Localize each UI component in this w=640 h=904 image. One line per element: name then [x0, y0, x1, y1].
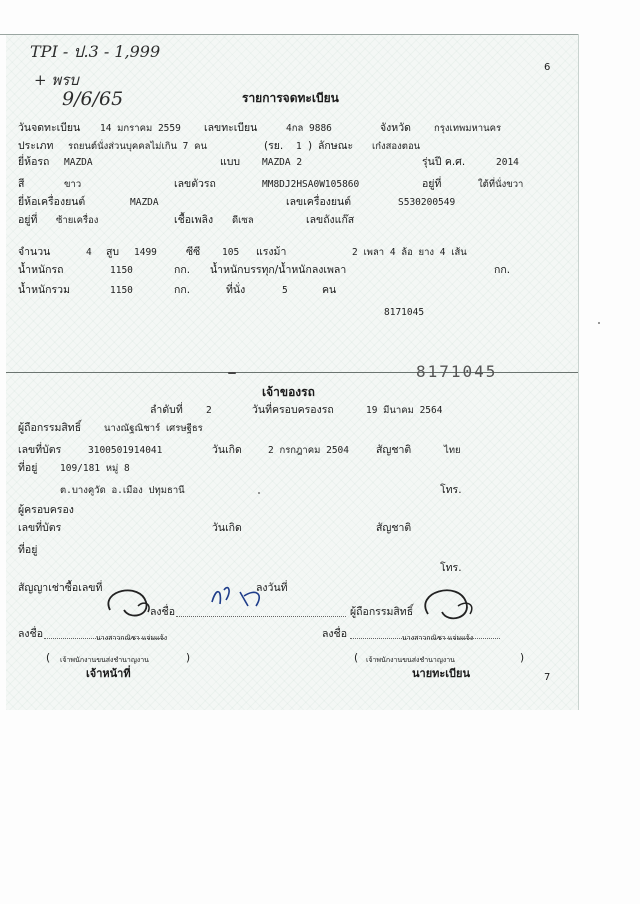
engine-location-value: ซ้ายเครื่อง [56, 215, 99, 226]
year-value: 2014 [496, 157, 519, 168]
sign-left-close-paren: ) [186, 652, 191, 664]
handwritten-note-line2: + พรบ [34, 71, 79, 89]
owner-section-title: เจ้าของรถ [262, 385, 315, 399]
owner-sign-label: ผู้ถือกรรมสิทธิ์ [350, 606, 414, 618]
holder-nationality-label: สัญชาติ [376, 522, 412, 534]
model-value: MAZDA 2 [262, 157, 303, 168]
owner-tel-label: โทร. [440, 484, 462, 496]
officer-role: เจ้าหน้าที่ [86, 667, 131, 680]
color-label: สี [18, 178, 25, 190]
province-value: กรุงเทพมหานคร [434, 123, 502, 134]
engine-no-value: S530200549 [398, 197, 456, 208]
load-weight-label: น้ำหนักบรรทุก/น้ำหนักลงเพลา [210, 264, 347, 276]
possession-date-value: 19 มีนาคม 2564 [366, 405, 443, 416]
holder-tel-label: โทร. [440, 562, 462, 574]
owner-address-label: ที่อยู่ [18, 462, 38, 474]
sign-right-title: เจ้าพนักงานขนส่งชำนาญงาน [366, 656, 455, 664]
speck [598, 322, 600, 324]
holder-address-label: ที่อยู่ [18, 544, 38, 556]
engine-brand-value: MAZDA [130, 197, 159, 208]
horsepower-label: แรงม้า [256, 246, 287, 258]
rs-label: (รย. [264, 140, 284, 152]
sign-left-open-paren: ( [46, 652, 51, 664]
registrar-role: นายทะเบียน [412, 667, 471, 680]
sequence-label: ลำดับที่ [150, 404, 183, 416]
owner-address-line2: ต.บางคูวัด อ.เมือง ปทุมธานี [60, 485, 185, 496]
vehicle-weight-label: น้ำหนักรถ [18, 264, 64, 276]
cc-label: ซีซี [186, 246, 201, 258]
reg-date-label: วันจดทะเบียน [18, 122, 81, 134]
kg-unit-1: กก. [174, 264, 191, 276]
sign-left-name: นางสาวกณิชา แจ่มแจ้ง [96, 634, 168, 642]
axle-wheel-value: 2 เพลา 4 ล้อ ยาง 4 เส้น [352, 247, 467, 258]
owner-id-value: 3100501914041 [88, 445, 163, 456]
holder-id-label: เลขที่บัตร [18, 522, 62, 534]
year-label: รุ่นปี ค.ศ. [422, 156, 466, 168]
fuel-label: เชื้อเพลิง [174, 214, 214, 226]
holder-dob-label: วันเกิด [212, 522, 242, 534]
handwritten-note-line1: TPI - ป.3 - 1,999 [30, 42, 161, 61]
type-label: ประเภท [18, 140, 54, 152]
owner-address-line1: 109/181 หมู่ 8 [60, 463, 130, 474]
fuel-value: ดีเซล [232, 215, 254, 226]
lease-date-label: ลงวันที่ [256, 582, 288, 594]
sign-right-name: นางสาวกณิชา แจ่มแจ้ง [402, 634, 474, 642]
owner-nationality-value: ไทย [444, 445, 461, 456]
style-value: เก๋งสองตอน [372, 141, 421, 152]
seats-value: 5 [282, 285, 288, 296]
kg-unit-3: กก. [174, 284, 191, 296]
owner-nationality-label: สัญชาติ [376, 444, 412, 456]
plate-value: 4กล 9886 [286, 123, 332, 134]
gross-weight-value: 1150 [110, 285, 133, 296]
fold-mark [228, 372, 236, 374]
stamp-serial-number: 8171045 [416, 362, 498, 381]
chassis-value: MM8DJ2HSA0W105860 [262, 179, 360, 190]
reg-date-value: 14 มกราคม 2559 [100, 123, 181, 134]
style-label: ลักษณะ [318, 140, 354, 152]
persons-unit: คน [322, 284, 337, 296]
rs-close: ) [308, 140, 313, 152]
engine-location-label: อยู่ที่ [18, 214, 38, 226]
sign-right-open-paren: ( [354, 652, 359, 664]
sequence-value: 2 [206, 405, 212, 416]
lease-contract-label: สัญญาเช่าซื้อเลขที่ [18, 582, 103, 594]
brand-label: ยี่ห้อรถ [18, 156, 50, 168]
sign-label: ลงชื่อ [150, 606, 175, 618]
owner-dob-label: วันเกิด [212, 444, 242, 456]
sign-right-close-paren: ) [520, 652, 525, 664]
gross-weight-label: น้ำหนักรวม [18, 284, 70, 296]
owner-dob-value: 2 กรกฎาคม 2504 [268, 445, 349, 456]
chassis-location-label: อยู่ที่ [422, 178, 442, 190]
kg-unit-2: กก. [494, 264, 511, 276]
engine-brand-label: ยี่ห้อเครื่องยนต์ [18, 196, 86, 208]
brand-value: MAZDA [64, 157, 93, 168]
chassis-location-value: ใต้ที่นั่งขวา [478, 179, 524, 190]
owner-id-label: เลขที่บัตร [18, 444, 62, 456]
left-signature-mark [100, 586, 160, 626]
chassis-label: เลขตัวรถ [174, 178, 216, 190]
cc-value: 105 [222, 247, 240, 258]
holder-label: ผู้ครอบครอง [18, 504, 74, 516]
page-number-bottom: 7 [544, 672, 551, 683]
plate-label: เลขทะเบียน [204, 122, 258, 134]
rs-value: 1 [296, 141, 302, 152]
vehicle-weight-value: 1150 [110, 265, 133, 276]
qty-label: จำนวน [18, 246, 51, 258]
registration-title: รายการจดทะเบียน [242, 91, 339, 105]
sign-line [176, 616, 346, 617]
gas-tank-label: เลขถังแก๊ส [306, 214, 355, 226]
serial-number: 8171045 [384, 307, 425, 318]
qty-value: 4 [86, 247, 92, 258]
engine-no-label: เลขเครื่องยนต์ [286, 196, 352, 208]
handwritten-note-date: 9/6/65 [62, 88, 124, 110]
model-label: แบบ [220, 156, 241, 168]
type-value: รถยนต์นั่งส่วนบุคคลไม่เกิน 7 คน [68, 141, 207, 152]
province-label: จังหวัด [380, 122, 411, 134]
speck [258, 492, 260, 494]
owner-label: ผู้ถือกรรมสิทธิ์ [18, 422, 82, 434]
color-value: ขาว [64, 179, 82, 190]
page-top-edge [0, 34, 578, 35]
right-signature-mark [414, 584, 484, 628]
cylinder-value: 1499 [134, 247, 157, 258]
handwritten-signature [204, 580, 274, 616]
sign-right-label: ลงชื่อ [322, 628, 347, 640]
page-number-top: 6 [544, 62, 551, 73]
possession-date-label: วันที่ครอบครองรถ [252, 404, 334, 416]
owner-name-value: นางณัฐณิชาร์ เศรษฐีธร [104, 423, 203, 434]
seats-label: ที่นั่ง [226, 284, 246, 296]
cylinder-label: สูบ [106, 246, 120, 258]
sign-left-label: ลงชื่อ [18, 628, 43, 640]
sign-left-title: เจ้าพนักงานขนส่งชำนาญงาน [60, 656, 149, 664]
